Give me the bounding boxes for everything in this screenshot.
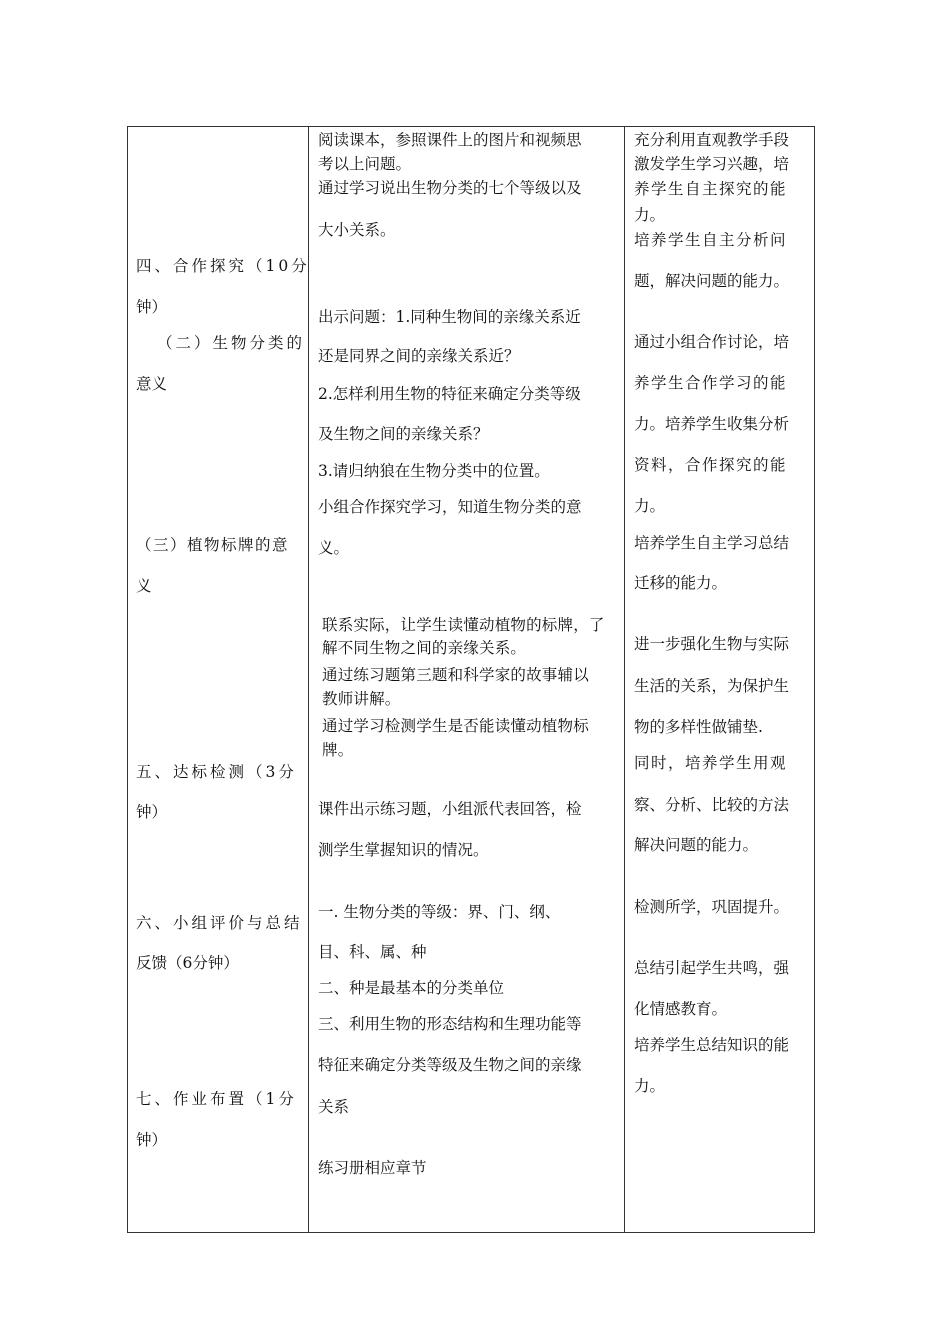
intent-line: 同时，培养学生用观 bbox=[634, 754, 788, 772]
activity-line: 三、利用生物的形态结构和生理功能等 bbox=[318, 1015, 582, 1033]
section-4-sub-3-cont: 义 bbox=[136, 577, 152, 595]
activity-line: 测学生掌握知识的情况。 bbox=[318, 841, 489, 859]
column-divider-2 bbox=[624, 127, 625, 1232]
intent-line: 题，解决问题的能力。 bbox=[634, 272, 790, 290]
section-5-title: 五、达标检测（3分 bbox=[136, 763, 297, 781]
activity-line: 阅读课本，参照课件上的图片和视频思 bbox=[318, 131, 582, 149]
intent-line: 培养学生总结知识的能 bbox=[634, 1036, 790, 1054]
intent-line: 力。 bbox=[634, 497, 666, 515]
activity-line: 目、科、属、种 bbox=[318, 943, 427, 961]
intent-line: 培养学生自主分析问 bbox=[634, 231, 788, 249]
section-6-title: 六、小组评价与总结 bbox=[136, 914, 303, 932]
intent-line: 迁移的能力。 bbox=[634, 574, 728, 592]
activity-line: 小组合作探究学习，知道生物分类的意 bbox=[318, 498, 582, 516]
intent-line: 力。培养学生收集分析 bbox=[634, 415, 790, 433]
column-divider-1 bbox=[308, 127, 309, 1232]
activity-line: 关系 bbox=[318, 1098, 350, 1116]
activity-line: 及生物之间的亲缘关系？ bbox=[318, 425, 489, 443]
activity-line: 考以上问题。 bbox=[318, 155, 412, 173]
activity-line-pasted: 联系实际，让学生读懂动植物的标牌，了 bbox=[322, 616, 605, 634]
activity-line: 大小关系。 bbox=[318, 221, 396, 239]
activity-line-pasted: 通过学习检测学生是否能读懂动植物标 bbox=[322, 717, 589, 735]
activity-line: 还是同界之间的亲缘关系近？ bbox=[318, 347, 520, 365]
section-7-title-cont: 钟） bbox=[136, 1131, 168, 1149]
intent-line: 解决问题的能力。 bbox=[634, 836, 759, 854]
intent-line: 力。 bbox=[634, 1077, 666, 1095]
section-5-title-cont: 钟） bbox=[136, 803, 168, 821]
activity-line: 特征来确定分类等级及生物之间的亲缘 bbox=[318, 1056, 582, 1074]
intent-line: 充分利用直观教学手段 bbox=[634, 131, 790, 149]
section-7-title: 七、作业布置（1分 bbox=[136, 1090, 297, 1108]
intent-line: 检测所学，巩固提升。 bbox=[634, 898, 790, 916]
activity-line-pasted: 通过练习题第三题和科学家的故事辅以 bbox=[322, 666, 589, 684]
intent-line: 察、分析、比较的方法 bbox=[634, 796, 790, 814]
activity-line: 二、种是最基本的分类单位 bbox=[318, 979, 505, 997]
intent-line: 激发学生学习兴趣，培 bbox=[634, 155, 790, 173]
section-4-title: 四、合作探究（10分 bbox=[136, 257, 310, 275]
section-4-title-cont: 钟） bbox=[136, 298, 168, 316]
activity-line: 出示问题：1.同种生物间的亲缘关系近 bbox=[318, 308, 581, 326]
intent-line: 物的多样性做铺垫. bbox=[634, 718, 763, 736]
activity-line: 通过学习说出生物分类的七个等级以及 bbox=[318, 179, 582, 197]
intent-line: 力。 bbox=[634, 206, 666, 224]
activity-line: 课件出示练习题，小组派代表回答，检 bbox=[318, 800, 582, 818]
activity-line-pasted: 解不同生物之间的亲缘关系。 bbox=[322, 639, 527, 657]
intent-line: 总结引起学生共鸣，强 bbox=[634, 959, 790, 977]
intent-line: 通过小组合作讨论，培 bbox=[634, 333, 790, 351]
intent-line: 资料，合作探究的能 bbox=[634, 456, 788, 474]
section-4-sub-2: （二）生物分类的 bbox=[157, 334, 306, 352]
intent-line: 进一步强化生物与实际 bbox=[634, 635, 790, 653]
intent-line: 养学生自主探究的能 bbox=[634, 180, 788, 198]
activity-line-pasted: 牌。 bbox=[322, 741, 354, 759]
intent-line: 生活的关系，为保护生 bbox=[634, 677, 790, 695]
intent-line: 培养学生自主学习总结 bbox=[634, 534, 790, 552]
intent-line: 养学生合作学习的能 bbox=[634, 374, 788, 392]
activity-line: 2.怎样利用生物的特征来确定分类等级 bbox=[318, 385, 581, 403]
activity-line: 一. 生物分类的等级：界、门、纲、 bbox=[318, 903, 561, 921]
section-6-title-cont: 反馈（6分钟） bbox=[136, 954, 239, 972]
section-4-sub-3: （三）植物标牌的意 bbox=[136, 536, 290, 554]
activity-line: 3.请归纳狼在生物分类中的位置。 bbox=[318, 462, 550, 480]
section-4-sub-2-cont: 意义 bbox=[136, 375, 168, 393]
intent-line: 化情感教育。 bbox=[634, 1000, 728, 1018]
activity-line-pasted: 教师讲解。 bbox=[322, 690, 401, 708]
activity-line: 练习册相应章节 bbox=[318, 1159, 427, 1177]
activity-line: 义。 bbox=[318, 539, 350, 557]
